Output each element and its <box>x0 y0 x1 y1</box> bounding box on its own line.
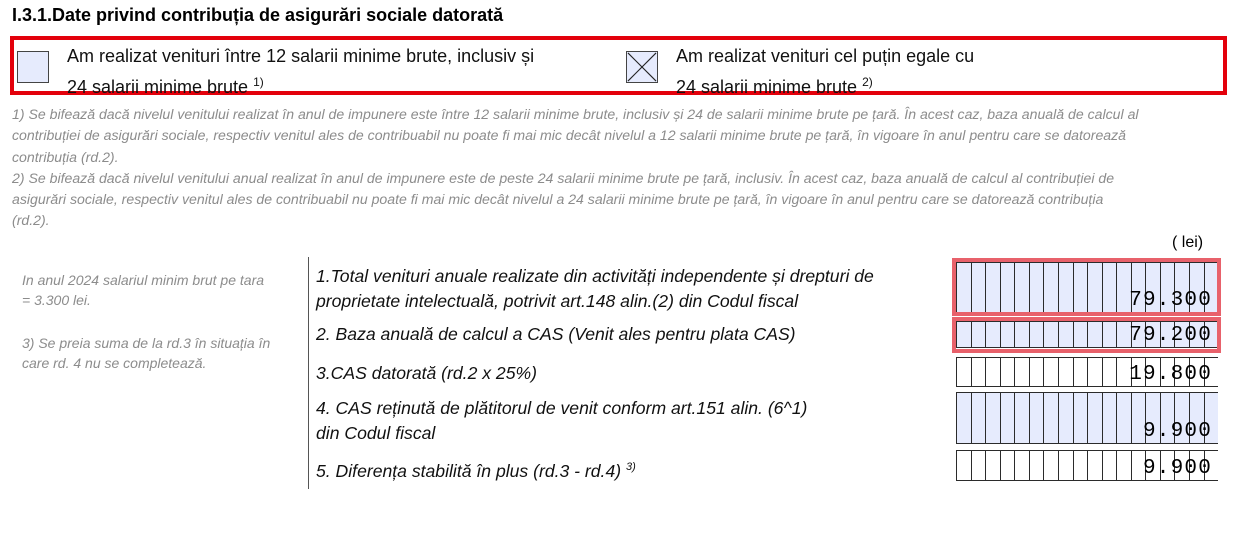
footnote-line: 1) Se bifează dacă nivelul venitului realizat în anul de impunere este între 12 salarii minime brute, inclusiv și 24 de salarii minime brute pe țară. În acest caz, baza anuală de calcul al <box>12 106 1139 122</box>
row-4-amount-field[interactable] <box>956 392 1218 444</box>
min-wage-note: In anul 2024 salariul minim brut pe tara = 3.300 lei. <box>22 272 265 308</box>
footnote-line: contribuției de asigurări sociale, respectiv venitul ales de contribuabil nu poate fi mai mic decât nivelul a 12 salarii minime brute pe țară, în vigoare în anul pentru care se datorează <box>12 127 1127 144</box>
row-2-label: 2. Baza anuală de calcul a CAS (Venit ales pentru plata CAS) <box>316 324 796 344</box>
currency-unit-label: ( lei) <box>1172 234 1204 251</box>
row-1-highlight-frame <box>952 258 1221 316</box>
row-5-amount-value: 9.900 <box>1142 457 1212 480</box>
option-24-wages-line2: 24 salarii minime brute $^{2)}$ <box>676 75 873 97</box>
row-2-highlight-frame <box>952 317 1221 353</box>
row-4-amount-value: 9.900 <box>1142 420 1212 443</box>
checkbox-cross-icon <box>627 52 657 82</box>
footnote-line: asigurări sociale, respectiv venitul ales de contribuabil nu poate fi mai mic decât nivelul a 24 salarii minime brute pe țară, în vigoare în anul pentru care se datorează contribuția <box>12 191 1104 208</box>
option-12-24-wages-line2: 24 salarii minime brute $^{1)}$ <box>67 75 264 97</box>
option-12-24-wages-label <box>67 43 534 100</box>
row-5-amount-field[interactable] <box>956 450 1218 481</box>
row-5-label: 5. Diferența stabilită în plus (rd.3 - rd.4) $^{3)}$ <box>316 460 636 481</box>
footnote-line: contribuția (rd.2). <box>12 148 119 165</box>
row-4-label: 4. CAS reținută de plătitorul de venit conform art.151 alin. (6^1) din Codul fiscal <box>316 398 808 443</box>
row-3-label: 3.CAS datorată (rd.2 x 25%) <box>316 363 538 383</box>
row-1-amount-value: 79.300 <box>1129 289 1212 312</box>
option-24-wages-line1: Am realizat venituri cel puțin egale cu <box>676 46 975 66</box>
row-2-amount-value: 79.200 <box>1129 324 1212 347</box>
footnote-3-note: 3) Se preia suma de la rd.3 în situația în care rd. 4 nu se completează. <box>22 335 271 371</box>
row-1-label: 1.Total venituri anuale realizate din activități independente și drepturi de proprietate intelectuală, potrivit art.148 alin.(2) din Codul fiscal <box>316 266 874 311</box>
footnotes <box>12 104 1237 232</box>
option-12-24-wages-line1: Am realizat venituri între 12 salarii minime brute, inclusiv și <box>67 46 535 66</box>
option-24-wages-checkbox[interactable] <box>626 51 658 83</box>
footnote-line: (rd.2). <box>12 212 50 229</box>
section-title: I.3.1.Date privind contribuția de asigurări sociale datorată <box>12 5 504 25</box>
row-3-amount-value: 19.800 <box>1129 363 1212 386</box>
column-divider <box>308 257 309 489</box>
option-24-wages-label <box>676 43 974 100</box>
option-12-24-wages-checkbox[interactable] <box>17 51 49 83</box>
row-3-amount-field[interactable] <box>956 357 1218 387</box>
footnote-line: 2) Se bifează dacă nivelul venitului anual realizat în anul de impunere este de peste 24 salarii minime brute pe țară, inclusiv. În acest caz, baza anuală de calcul al contribuției de <box>12 169 1115 186</box>
